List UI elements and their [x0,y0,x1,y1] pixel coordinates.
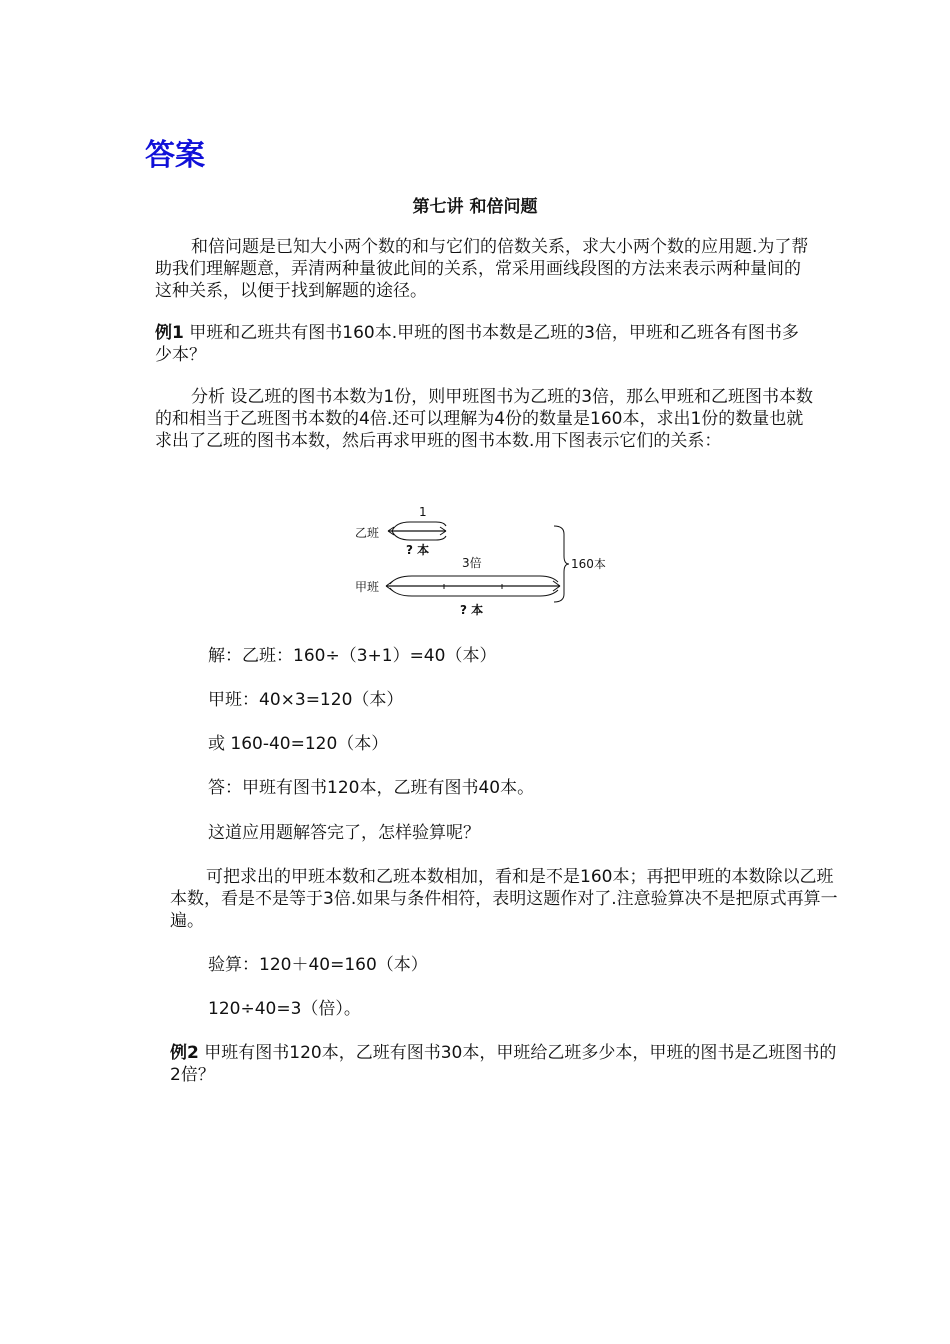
class-b-bottom-brace [392,531,446,540]
class-b-top-brace [392,522,446,531]
check-line-1: 验算：120＋40=160（本） [208,955,428,975]
total-brace [554,526,569,602]
solution-line-1: 解：乙班：160÷（3+1）=40（本） [208,646,497,666]
class-b-bottom-label: ? 本 [406,543,430,557]
example-2-label: 例2 [170,1043,199,1063]
total-label: 160本 [571,557,606,571]
example-1-text: 甲班和乙班共有图书160本.甲班的图书本数是乙班的3倍，甲班和乙班各有图书多少本？ [155,323,799,365]
intro-paragraph: 和倍问题是已知大小两个数的和与它们的倍数关系，求大小两个数的应用题.为了帮助我们理解题意，弄清两种量彼此间的关系，常采用画线段图的方法来表示两种量间的这种关系，以便于找到解题的途径。 [155,237,809,301]
check-line-2: 120÷40=3（倍）。 [208,999,361,1019]
example-2-text: 甲班有图书120本，乙班有图书30本，甲班给乙班多少本，甲班的图书是乙班图书的2倍？ [170,1043,837,1085]
class-a-label: 甲班 [355,580,380,594]
verify-paragraph: 可把求出的甲班本数和乙班本数相加，看和是不是160本；再把甲班的本数除以乙班本数，看是不是等于3倍.如果与条件相符，表明这题作对了.注意验算决不是把原式再算一遍。 [170,867,838,931]
class-a-bottom-brace [390,588,558,596]
answer-line: 答：甲班有图书120本，乙班有图书40本。 [208,778,535,798]
line-segment-diagram [340,500,630,625]
class-b-top-label: 1 [419,505,427,519]
solution-line-2: 甲班：40×3=120（本） [208,690,404,710]
class-a-top-brace [390,576,558,584]
analysis-paragraph: 分析 设乙班的图书本数为1份，则甲班图书为乙班的3倍，那么甲班和乙班图书本数的和相当于乙班图书本数的4倍.还可以理解为4份的数量是160本，求出1份的数量也就求出了乙班的图书本数，然后再求甲班的图书本数.用下图表示它们的关系： [155,387,814,451]
answer-heading: 答案 [145,138,205,173]
example-1-label: 例1 [155,323,184,343]
example-1 [155,322,815,366]
class-b-label: 乙班 [355,526,380,540]
lecture-title: 第七讲 和倍问题 [412,197,538,217]
verify-question: 这道应用题解答完了，怎样验算呢？ [208,823,480,843]
solution-line-3: 或 160-40=120（本） [208,734,389,754]
class-a-bottom-label: ? 本 [460,603,484,617]
class-a-top-label: 3倍 [462,556,482,570]
example-2 [170,1042,840,1086]
